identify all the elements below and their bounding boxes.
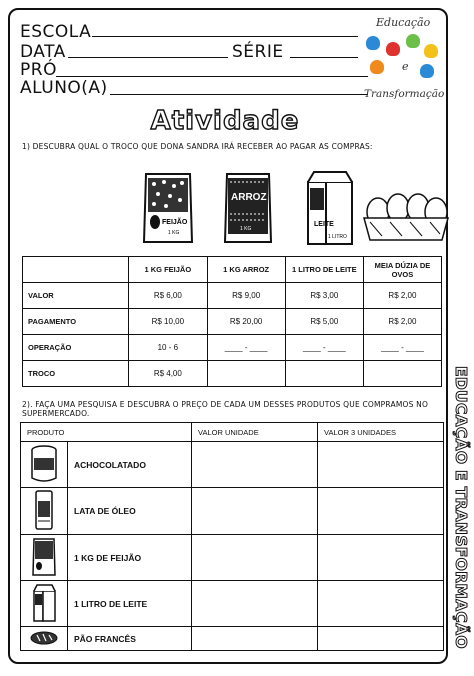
red-hand-icon [386, 42, 400, 56]
product-name: LATA DE ÓLEO [68, 488, 192, 535]
answer-cell[interactable] [318, 535, 444, 581]
aluno-label: ALUNO(A) [20, 78, 108, 98]
row-label: PAGAMENTO [23, 309, 129, 335]
answer-cell[interactable]: ____ - ____ [285, 335, 363, 361]
chocolate-powder-can-icon [29, 444, 59, 484]
answer-cell[interactable] [318, 442, 444, 488]
table-cell: R$ 5,00 [285, 309, 363, 335]
logo-text-line1: Educação [376, 16, 431, 29]
bread-icon [29, 630, 59, 646]
feijao-bag-weight: 1 KG [168, 230, 180, 236]
answer-cell[interactable]: ____ - ____ [207, 335, 285, 361]
feijao-bag-text: FEIJÃO [162, 219, 188, 226]
answer-cell[interactable] [192, 581, 318, 627]
question-2: 2). FAÇA UMA PESQUISA E DESCUBRA O PREÇO DE CADA UM DESSES PRODUTOS QUE COMPRAMOS NO SUPERMERCADO. [22, 400, 429, 418]
header-produto: PRODUTO [21, 423, 192, 442]
answer-cell[interactable] [318, 488, 444, 535]
header-leite: 1 LITRO DE LEITE [285, 257, 363, 283]
yellow-hand-icon [424, 44, 438, 58]
product-image-cell [21, 581, 68, 627]
table-cell: R$ 2,00 [363, 283, 441, 309]
table-cell: R$ 20,00 [207, 309, 285, 335]
table-row [21, 488, 444, 535]
table-cell: R$ 2,00 [363, 309, 441, 335]
product-image-cell [21, 535, 68, 581]
leite-carton-volume: 1 LITRO [328, 234, 347, 240]
leite-carton-text: LEITE [314, 221, 334, 228]
milk-carton-icon [302, 168, 356, 246]
product-name: ACHOCOLATADO [68, 442, 192, 488]
table-cell: R$ 3,00 [285, 283, 363, 309]
oil-can-icon [34, 489, 54, 531]
table-cell: R$ 4,00 [129, 361, 207, 387]
data-line [68, 57, 228, 58]
table-cell: R$ 9,00 [207, 283, 285, 309]
row-label: TROCO [23, 361, 129, 387]
product-image-cell [21, 442, 68, 488]
bean-bag-icon [31, 537, 57, 577]
answer-cell[interactable] [192, 442, 318, 488]
escola-label: ESCOLA [20, 22, 92, 42]
header-valor-unidade: VALOR UNIDADE [192, 423, 318, 442]
serie-label: SÉRIE [232, 42, 284, 62]
answer-cell[interactable] [192, 627, 318, 651]
table-row [21, 535, 444, 581]
product-name: PÃO FRANCÊS [68, 627, 192, 651]
logo-text-line3: Transformação [364, 88, 445, 100]
troco-table-header [23, 257, 442, 283]
header-valor-3-unidades: VALOR 3 UNIDADES [318, 423, 444, 442]
side-banner [452, 366, 472, 666]
data-label: DATA [20, 42, 66, 62]
product-image-cell [21, 627, 68, 651]
bean-bag-icon [140, 170, 196, 246]
question-1: 1) DESCUBRA QUAL O TROCO QUE DONA SANDRA IRÁ RECEBER AO PAGAR AS COMPRAS: [22, 142, 373, 151]
row-label: OPERAÇÃO [23, 335, 129, 361]
product-name: 1 LITRO DE LEITE [68, 581, 192, 627]
answer-cell[interactable] [285, 361, 363, 387]
blue-hand-icon-2 [420, 64, 434, 78]
answer-cell[interactable] [363, 361, 441, 387]
troco-table [22, 256, 442, 387]
orange-hand-icon [370, 60, 384, 74]
pesquisa-table [20, 422, 444, 651]
table-row-troco [23, 361, 442, 387]
serie-line [290, 57, 358, 58]
header-arroz: 1 KG ARROZ [207, 257, 285, 283]
table-row-valor [23, 283, 442, 309]
table-cell: 10 - 6 [129, 335, 207, 361]
pesquisa-table-header [21, 423, 444, 442]
table-row-pagamento [23, 309, 442, 335]
pro-label: PRÓ [20, 60, 57, 80]
arroz-bag-weight: 1 KG [240, 226, 252, 232]
table-cell: R$ 10,00 [129, 309, 207, 335]
egg-carton-icon [362, 186, 450, 244]
product-name: 1 KG DE FEIJÃO [68, 535, 192, 581]
table-row [21, 627, 444, 651]
aluno-line [110, 94, 368, 95]
educacao-transformacao-logo [362, 16, 448, 104]
logo-text-line2: e [402, 60, 409, 73]
answer-cell[interactable] [192, 488, 318, 535]
answer-cell[interactable]: ____ - ____ [363, 335, 441, 361]
page-title: Atividade [150, 106, 300, 136]
rice-bag-icon [222, 170, 274, 246]
escola-line [92, 36, 358, 37]
table-row [21, 442, 444, 488]
header-ovos: MEIA DÚZIA DE OVOS [363, 257, 441, 283]
blue-hand-icon [366, 36, 380, 50]
green-hand-icon [406, 34, 420, 48]
pro-line [56, 76, 368, 77]
table-row [21, 581, 444, 627]
answer-cell[interactable] [207, 361, 285, 387]
product-image-cell [21, 488, 68, 535]
arroz-bag-text: ARROZ [231, 192, 267, 203]
answer-cell[interactable] [192, 535, 318, 581]
empty-header-cell [23, 257, 129, 283]
answer-cell[interactable] [318, 627, 444, 651]
side-banner-text: EDUCAÇÃO E TRANSFORMAÇÃO [452, 366, 470, 649]
table-row-operacao [23, 335, 442, 361]
header-feijao: 1 KG FEIJÃO [129, 257, 207, 283]
milk-carton-icon [31, 583, 57, 623]
answer-cell[interactable] [318, 581, 444, 627]
table-cell: R$ 6,00 [129, 283, 207, 309]
row-label: VALOR [23, 283, 129, 309]
